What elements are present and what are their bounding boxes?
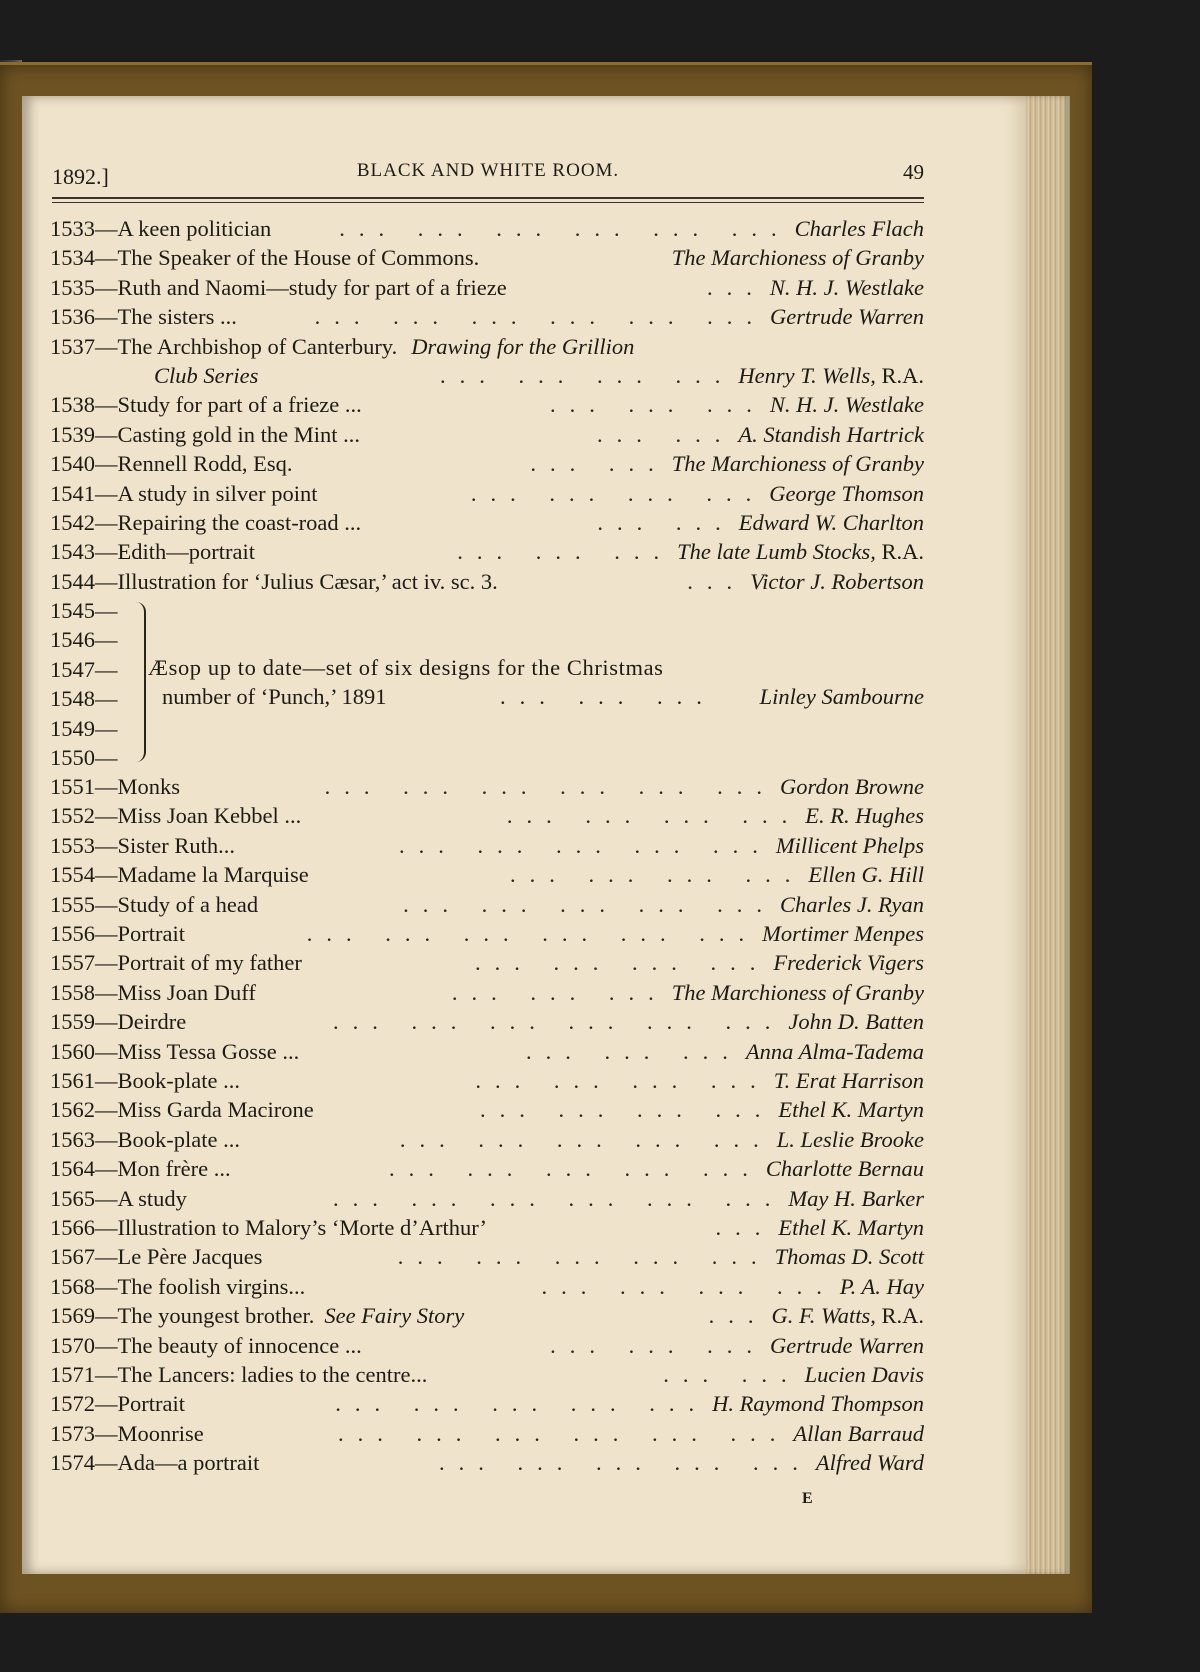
group-numbers — [50, 596, 130, 772]
entry-number: 1558— — [50, 979, 118, 1005]
entry-number: 1561— — [50, 1067, 118, 1093]
entry-list-bottom — [50, 772, 924, 1477]
entry-title: Sister Ruth... — [117, 832, 236, 858]
dot-leader: ... ... ... ... ... ... — [306, 921, 759, 947]
entry-row — [50, 214, 924, 243]
entry-artist — [766, 1154, 924, 1183]
artist-name: John D. Batten — [788, 1009, 924, 1035]
entry-row — [50, 1419, 924, 1448]
dot-leader: ... ... — [663, 1361, 801, 1387]
dot-leader: ... ... ... ... ... ... — [337, 1420, 790, 1446]
entry-number: 1570— — [50, 1332, 118, 1358]
artist-name: Gertrude Warren — [770, 1332, 924, 1358]
entry-artist — [712, 1389, 924, 1418]
entry-row — [50, 890, 924, 919]
entry-row — [50, 449, 924, 478]
entry-row — [50, 361, 924, 390]
entry-title: The Lancers: ladies to the centre... — [117, 1361, 428, 1387]
entry-row — [50, 1037, 924, 1066]
artist-name: The late Lumb Stocks, — [677, 539, 876, 565]
artist-name: Millicent Phelps — [775, 832, 924, 858]
entry-artist — [816, 1448, 924, 1477]
entry-number: 1572— — [50, 1391, 118, 1417]
entry-number: 1568— — [50, 1273, 118, 1299]
dot-leader: ... — [708, 1303, 768, 1329]
entry-artist — [770, 273, 924, 302]
dot-leader: ... — [706, 274, 766, 300]
entry-title: Portrait — [117, 921, 185, 947]
dot-leader: ... ... ... ... ... ... — [314, 304, 767, 330]
artist-name: P. A. Hay — [839, 1273, 924, 1299]
entry-title: Casting gold in the Mint ... — [117, 421, 361, 447]
dot-leader: ... ... ... ... — [480, 1097, 775, 1123]
dot-leader: ... ... ... ... ... ... — [324, 774, 777, 800]
entry-title: Book-plate ... — [117, 1067, 240, 1093]
artist-name: Ethel K. Martyn — [778, 1214, 924, 1240]
artist-name: May H. Barker — [788, 1185, 924, 1211]
artist-name: H. Raymond Thompson — [712, 1391, 924, 1417]
entry-title: A study in silver point — [117, 480, 318, 506]
signature-mark: E — [802, 1490, 813, 1507]
entry-artist — [771, 1301, 924, 1330]
entry-row — [50, 243, 924, 272]
entry-title: Study of a head — [117, 891, 259, 917]
artist-suffix: R.A. — [875, 362, 924, 388]
entry-artist — [775, 1242, 924, 1271]
entry-artist — [677, 537, 924, 566]
entry-artist — [738, 420, 924, 449]
artist-name: Victor J. Robertson — [750, 568, 924, 594]
dot-leader: ... — [715, 1214, 775, 1240]
dot-leader: ... ... ... — [549, 392, 766, 418]
entry-artist — [780, 772, 924, 801]
entry-artist — [840, 1272, 924, 1301]
entry-number: 1552— — [50, 803, 118, 829]
dot-leader: ... ... ... ... — [475, 1067, 770, 1093]
entry-title: Illustration for ‘Julius Cæsar,’ act iv. sc. 3. — [117, 568, 498, 594]
artist-name: N. H. J. Westlake — [769, 392, 924, 418]
entry-row — [50, 919, 924, 948]
entry-artist — [750, 567, 924, 596]
entry-row — [50, 508, 924, 537]
entry-row — [50, 273, 924, 302]
entry-title: Miss Garda Macirone — [117, 1097, 314, 1123]
entry-title-note: Drawing for the Grillion — [411, 333, 635, 359]
entry-number: 1563— — [50, 1126, 118, 1152]
dot-leader: ... ... — [597, 421, 735, 447]
group-title-line1: Æsop up to date—set of six designs for the Christmas — [148, 655, 664, 681]
artist-name: George Thomson — [769, 480, 924, 506]
entry-row — [50, 1066, 924, 1095]
entry-title: The foolish virgins... — [117, 1273, 306, 1299]
entry-title: Miss Tessa Gosse ... — [117, 1038, 300, 1064]
entry-artist — [780, 890, 924, 919]
dot-leader: ... ... ... ... ... ... — [333, 1009, 785, 1035]
artist-name: Lucien Davis — [804, 1361, 924, 1387]
entry-row — [50, 1331, 924, 1360]
header-year: 1892.] — [52, 164, 109, 189]
header-rule — [52, 197, 924, 199]
dot-leader: ... ... ... ... ... ... — [339, 216, 791, 241]
entry-number: 1539— — [50, 421, 118, 447]
artist-name: Charlotte Bernau — [765, 1156, 924, 1182]
entry-number: 1571— — [50, 1361, 118, 1387]
entry-row — [50, 1154, 924, 1183]
entry-artist — [788, 1184, 924, 1213]
entry-title: A keen politician — [117, 216, 272, 241]
dot-leader: ... ... ... ... ... — [335, 1391, 709, 1417]
entry-number: 1545— — [50, 598, 118, 624]
entry-list — [50, 214, 924, 1477]
entry-artist — [778, 1095, 924, 1124]
artist-suffix: R.A. — [875, 539, 924, 565]
entry-title: Le Père Jacques — [117, 1244, 263, 1270]
dot-leader: ... ... ... ... — [506, 803, 802, 829]
entry-row — [50, 831, 924, 860]
entry-number: 1573— — [50, 1420, 118, 1446]
entry-number: 1538— — [50, 392, 118, 418]
artist-name: Frederick Vigers — [773, 950, 924, 976]
dot-leader: ... ... ... ... — [510, 862, 805, 888]
entry-title: Portrait of my father — [117, 950, 302, 976]
entry-number: 1557— — [50, 950, 118, 976]
entry-artist — [672, 243, 924, 272]
entry-title: A study — [117, 1185, 187, 1211]
artist-name: The Marchioness of Granby — [671, 245, 924, 271]
dot-leader: ... ... ... ... ... ... — [333, 1185, 785, 1211]
entry-number: 1567— — [50, 1244, 118, 1270]
entry-title: Monks — [117, 774, 181, 800]
dot-leader: ... ... ... ... — [439, 362, 735, 388]
entry-title: Miss Joan Kebbel ... — [117, 803, 302, 829]
entry-row — [50, 1360, 924, 1389]
dot-leader: ... ... ... ... ... — [399, 1126, 773, 1152]
artist-name: Edward W. Charlton — [738, 509, 924, 535]
dot-leader: ... ... ... ... ... — [438, 1450, 812, 1476]
entry-number: 1560— — [50, 1038, 118, 1064]
entry-artist — [770, 302, 924, 331]
artist-name: Charles Flach — [794, 216, 924, 241]
entry-number: 1537— — [50, 333, 118, 359]
dot-leader: ... — [687, 568, 747, 594]
entry-number: 1547— — [50, 656, 118, 682]
artist-name: Allan Barraud — [793, 1420, 924, 1446]
dot-leader: ... ... ... ... ... — [397, 1244, 771, 1270]
dot-leader: ... ... ... — [525, 1038, 742, 1064]
entry-row — [50, 772, 924, 801]
entry-number: 1554— — [50, 862, 118, 888]
artist-name: Ethel K. Martyn — [778, 1097, 924, 1123]
dot-leader: ... ... — [530, 451, 668, 477]
entry-title: Rennell Rodd, Esq. — [117, 451, 293, 477]
artist-name: Thomas D. Scott — [774, 1244, 924, 1270]
entry-number: 1562— — [50, 1097, 118, 1123]
entry-number: 1564— — [50, 1156, 118, 1182]
page-number: 49 — [903, 160, 924, 184]
artist-name: The Marchioness of Granby — [671, 451, 924, 477]
entry-title: Illustration to Malory’s ‘Morte d’Arthur’ — [117, 1214, 488, 1240]
dot-leader: ... ... ... — [457, 539, 674, 565]
entry-title: Portrait — [117, 1391, 185, 1417]
entry-title: The beauty of innocence ... — [117, 1332, 362, 1358]
entry-number: 1541— — [50, 480, 118, 506]
entry-row — [50, 567, 924, 596]
entry-title-note: See Fairy Story — [324, 1303, 465, 1329]
dot-leader: ... ... ... ... ... — [403, 891, 777, 917]
entry-artist — [773, 948, 924, 977]
entry-artist — [738, 361, 924, 390]
entry-title: The Speaker of the House of Commons. — [117, 245, 480, 271]
entry-number: 1548— — [50, 686, 118, 712]
page-fore-edge — [1022, 96, 1070, 1574]
entry-number: 1546— — [50, 627, 118, 653]
entry-row — [50, 1272, 924, 1301]
entry-artist — [788, 1007, 924, 1036]
entry-number: 1555— — [50, 891, 118, 917]
header-rule-thin — [52, 202, 924, 203]
entry-row — [50, 860, 924, 889]
entry-title: Miss Joan Duff — [117, 979, 256, 1005]
entry-number: 1544— — [50, 568, 118, 594]
entry-number: 1559— — [50, 1009, 118, 1035]
entry-title: The sisters ... — [117, 304, 237, 330]
entry-number: 1542— — [50, 509, 118, 535]
artist-name: Mortimer Menpes — [762, 921, 924, 947]
entry-row — [50, 1242, 924, 1271]
artist-name: L. Leslie Brooke — [776, 1126, 924, 1152]
entry-row — [50, 1213, 924, 1242]
dot-leader: ... ... ... ... ... — [389, 1156, 762, 1182]
artist-name: G. F. Watts, — [771, 1303, 876, 1329]
entry-artist — [770, 390, 924, 419]
entry-row — [50, 1007, 924, 1036]
entry-row — [50, 302, 924, 331]
entry-list-top — [50, 214, 924, 596]
entry-artist — [762, 919, 924, 948]
entry-row — [50, 801, 924, 830]
entry-row — [50, 1184, 924, 1213]
entry-number: 1556— — [50, 921, 118, 947]
artist-name: Anna Alma-Tadema — [745, 1038, 924, 1064]
entry-artist — [672, 978, 924, 1007]
entry-number: 1551— — [50, 774, 118, 800]
entry-title: Edith—portrait — [117, 539, 255, 565]
dot-leader: ... ... ... ... ... — [399, 832, 772, 858]
group-leader: ... ... ... — [500, 684, 716, 710]
entry-title: Club Series — [154, 362, 259, 388]
entry-row — [50, 537, 924, 566]
entry-title: Ruth and Naomi—study for part of a frieze — [117, 274, 507, 300]
entry-title: Ada—a portrait — [117, 1450, 260, 1476]
entry-row — [50, 332, 924, 361]
entry-title: Study for part of a frieze ... — [117, 392, 362, 418]
artist-name: Gordon Browne — [780, 774, 924, 800]
entry-artist — [808, 860, 924, 889]
artist-name: N. H. J. Westlake — [769, 274, 924, 300]
entry-number: 1534— — [50, 245, 118, 271]
entry-row — [50, 479, 924, 508]
entry-number: 1543— — [50, 539, 118, 565]
entry-number: 1535— — [50, 274, 118, 300]
entry-artist — [672, 449, 924, 478]
entry-row — [50, 1125, 924, 1154]
entry-title: Madame la Marquise — [117, 862, 309, 888]
entry-artist — [774, 1066, 924, 1095]
entry-row — [50, 948, 924, 977]
artist-name: T. Erat Harrison — [773, 1067, 924, 1093]
artist-name: Gertrude Warren — [770, 304, 924, 330]
artist-suffix: R.A. — [875, 1303, 924, 1329]
entry-group-aesop — [50, 596, 924, 772]
entry-row — [50, 1389, 924, 1418]
entry-row — [50, 420, 924, 449]
entry-number: 1549— — [50, 715, 118, 741]
entry-title: Deirdre — [117, 1009, 187, 1035]
entry-artist — [746, 1037, 924, 1066]
entry-artist — [795, 214, 924, 243]
group-title-line2: number of ‘Punch,’ 1891 — [162, 684, 387, 710]
entry-artist — [777, 1125, 924, 1154]
entry-row — [50, 1301, 924, 1330]
dot-leader: ... ... ... ... — [475, 950, 770, 976]
entry-title: Repairing the coast-road ... — [117, 509, 362, 535]
entry-number: 1550— — [50, 745, 118, 771]
group-artist: Linley Sambourne — [759, 684, 924, 710]
entry-number: 1536— — [50, 304, 118, 330]
artist-name: Alfred Ward — [815, 1450, 924, 1476]
artist-name: Ellen G. Hill — [808, 862, 924, 888]
entry-artist — [805, 801, 924, 830]
entry-row — [50, 1095, 924, 1124]
entry-number: 1540— — [50, 451, 118, 477]
entry-title: Moonrise — [117, 1420, 204, 1446]
entry-artist — [769, 479, 924, 508]
dot-leader: ... ... — [597, 509, 735, 535]
header-title: BLACK AND WHITE ROOM. — [356, 160, 620, 181]
artist-name: Charles J. Ryan — [780, 891, 924, 917]
entry-title: Mon frère ... — [117, 1156, 231, 1182]
dot-leader: ... ... ... ... — [470, 480, 766, 506]
entry-title: The youngest brother. — [117, 1303, 315, 1329]
entry-number: 1565— — [50, 1185, 118, 1211]
artist-name: Henry T. Wells, — [738, 362, 876, 388]
artist-name: A. Standish Hartrick — [738, 421, 924, 447]
entry-number: 1553— — [50, 832, 118, 858]
entry-row — [50, 978, 924, 1007]
artist-name: E. R. Hughes — [805, 803, 924, 829]
entry-row — [50, 1448, 924, 1477]
entry-artist — [776, 831, 924, 860]
entry-number: 1533— — [50, 216, 118, 241]
dot-leader: ... ... ... — [451, 979, 668, 1005]
catalogue-page — [22, 96, 1026, 1574]
entry-artist — [770, 1331, 924, 1360]
entry-number: 1566— — [50, 1214, 118, 1240]
entry-artist — [793, 1419, 924, 1448]
entry-number: 1574— — [50, 1450, 118, 1476]
entry-title: Book-plate ... — [117, 1126, 240, 1152]
entry-artist — [739, 508, 924, 537]
artist-name: The Marchioness of Granby — [671, 979, 924, 1005]
dot-leader: ... ... ... ... — [541, 1273, 836, 1299]
entry-title: The Archbishop of Canterbury. — [117, 333, 398, 359]
entry-row — [50, 390, 924, 419]
entry-artist — [778, 1213, 924, 1242]
group-brace — [134, 602, 146, 762]
dot-leader: ... ... ... — [550, 1332, 767, 1358]
running-header — [52, 160, 924, 190]
entry-artist — [805, 1360, 924, 1389]
entry-number: 1569— — [50, 1303, 118, 1329]
